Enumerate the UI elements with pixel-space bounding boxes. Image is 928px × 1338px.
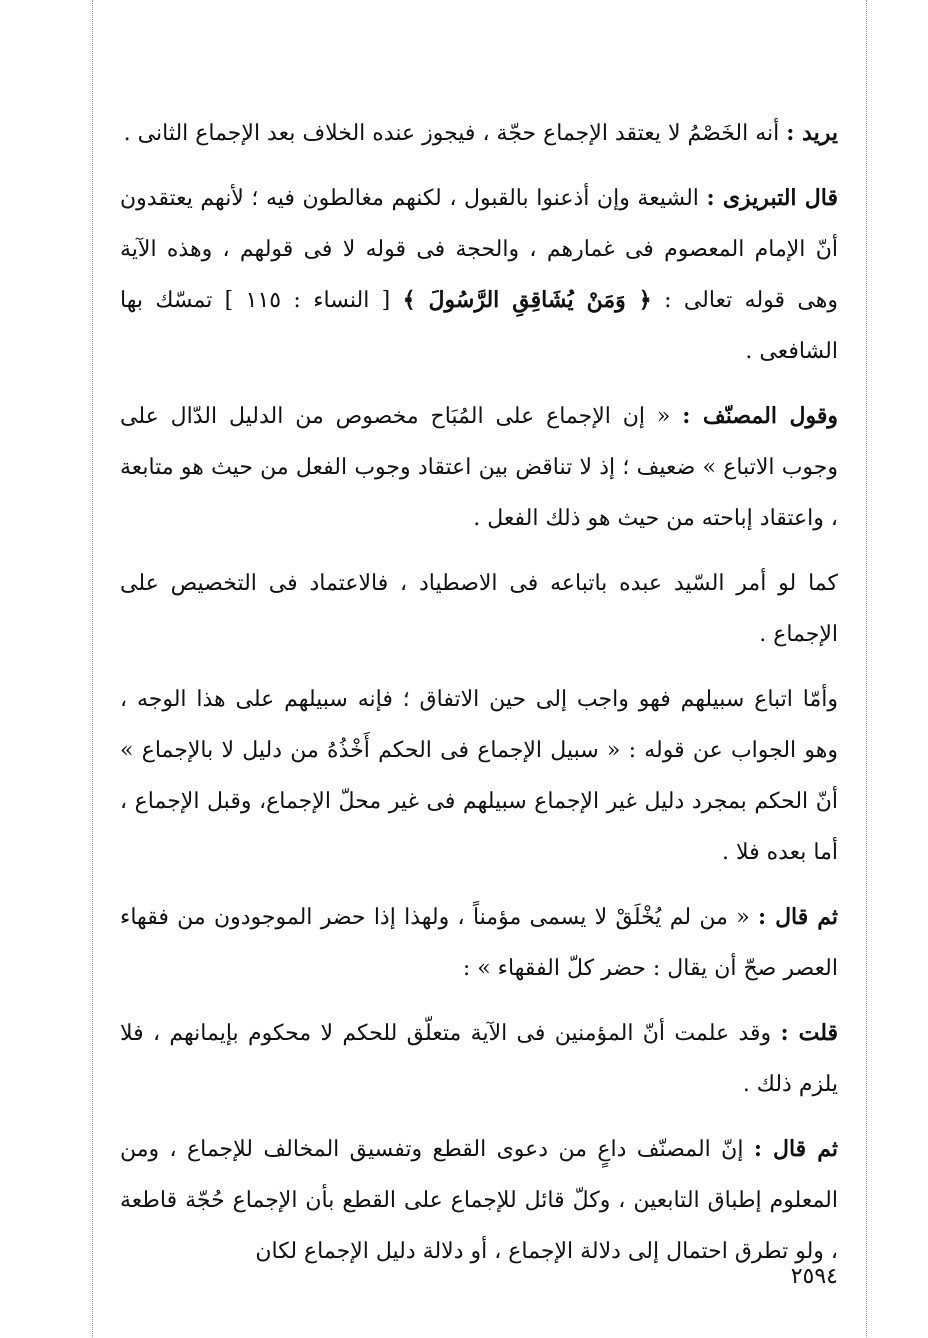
quran-verse: ﴿ وَمَنْ يُشَاقِقِ الرَّسُولَ ﴾ xyxy=(402,287,652,313)
paragraph-2 xyxy=(120,173,838,377)
speaker-label: ثم قال : xyxy=(757,904,839,930)
right-margin-guide xyxy=(866,0,867,1338)
paragraph-text: كما لو أمر السّيد عبده باتباعه فى الاصطياد ، فالاعتماد فى التخصيص على الإجماع . xyxy=(120,571,838,647)
speaker-label: قلت : xyxy=(780,1020,838,1046)
speaker-label: يريد : xyxy=(786,120,838,146)
paragraph-7 xyxy=(120,1008,838,1110)
paragraph-text: إنّ المصنّف داعٍ من دعوى القطع وتفسيق المخالف للإجماع ، ومن المعلوم إطباق التابعين ، وكلّ قائل للإجماع على القطع بأن الإجماع حُجّة قاطعة ، ولو تطرق احتمال إلى دلالة الإجماع ، أو دلالة دليل الإجماع لكان xyxy=(120,1137,838,1264)
paragraph-text: « إن الإجماع على المُبَاح مخصوص من الدليل الدّال على وجوب الاتباع » ضعيف ؛ إذ لا تناقض بين اعتقاد وجوب الفعل من حيث هو متابعة ، واعتقاد إباحته من حيث هو ذلك الفعل . xyxy=(120,404,838,531)
speaker-label: وقول المصنّف : xyxy=(682,403,838,429)
speaker-label: ثم قال : xyxy=(753,1136,838,1162)
verse-reference: [ النساء : ١١٥ ] تمسّك بها الشافعى . xyxy=(120,288,838,364)
paragraph-text: وأمّا اتباع سبيلهم فهو واجب إلى حين الاتفاق ؛ فإنه سبيلهم على هذا الوجه ، وهو الجواب عن قوله : « سبيل الإجماع فى الحكم أَخْذُهُ من دليل لا بالإجماع » أنّ الحكم بمجرد دليل غير الإجماع سبيلهم فى غير محلّ الإجماع، وقبل الإجماع ، أما بعده فلا . xyxy=(120,687,838,865)
page-body xyxy=(120,108,838,1277)
paragraph-4 xyxy=(120,558,838,660)
left-margin-guide xyxy=(92,0,93,1338)
paragraph-text: وقد علمت أنّ المؤمنين فى الآية متعلّق للحكم لا محكوم بإيمانهم ، فلا يلزم ذلك . xyxy=(120,1021,838,1097)
paragraph-1 xyxy=(120,108,838,159)
paragraph-text: الشيعة وإن أذعنوا بالقبول ، لكنهم مغالطون فيه ؛ لأنهم يعتقدون أنّ الإمام المعصوم فى غمارهم ، والحجة فى قوله لا فى قولهم ، وهذه الآية وهى قوله تعالى : xyxy=(120,186,838,313)
page-number: ٢٥٩٤ xyxy=(790,1264,838,1289)
paragraph-6 xyxy=(120,892,838,994)
paragraph-text: أنه الخَصْمُ لا يعتقد الإجماع حجّة ، فيجوز عنده الخلاف بعد الإجماع الثانى . xyxy=(123,121,780,146)
paragraph-5 xyxy=(120,674,838,878)
paragraph-3 xyxy=(120,391,838,544)
speaker-label: قال التبريزى : xyxy=(706,185,838,211)
paragraph-8 xyxy=(120,1124,838,1277)
paragraph-text: « من لم يُخْلَقْ لا يسمى مؤمناً ، ولهذا إذا حضر الموجودون من فقهاء العصر صحّ أن يقال : حضر كلّ الفقهاء » : xyxy=(120,905,838,981)
